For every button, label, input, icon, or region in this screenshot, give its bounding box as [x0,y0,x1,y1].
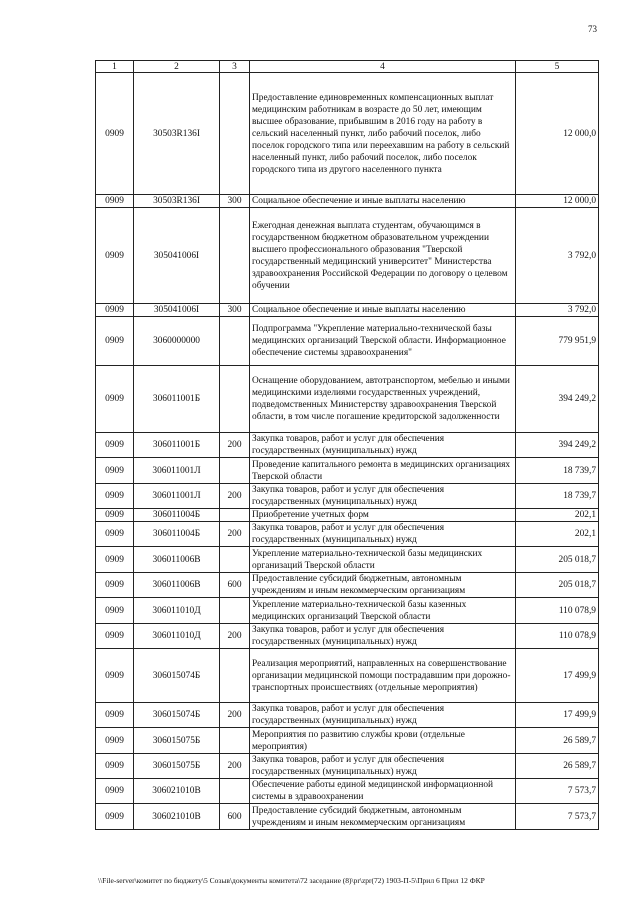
table-row [96,484,599,509]
table-row [96,804,599,830]
header-col-1: 1 [96,61,134,73]
target-code-cell: 306011006В [134,573,220,598]
section-cell: 0909 [96,649,134,703]
table-row [96,522,599,547]
target-code-cell: 306011001Л [134,484,220,509]
section-cell: 0909 [96,522,134,547]
table-row [96,624,599,649]
amount-cell: 205 018,7 [516,573,599,598]
amount-cell: 110 078,9 [516,624,599,649]
target-code-cell: 306011010Д [134,624,220,649]
section-cell: 0909 [96,703,134,728]
target-code-cell: 306011006В [134,547,220,573]
expense-type-cell: 200 [220,754,250,779]
name-cell: Оснащение оборудованием, автотранспортом, мебелью и иными медицинскими изделиями государственных учреждений, подведомственных Министерству здравоохранения Тверской области, в том числе погашение кредиторской задолженности [250,366,516,433]
target-code-cell: 306015075Б [134,754,220,779]
table-row [96,304,599,317]
table-row [96,703,599,728]
table-row [96,728,599,754]
expense-type-cell [220,208,250,304]
target-code-cell: 30503R136I [134,195,220,208]
expense-type-cell: 200 [220,433,250,458]
amount-cell: 17 499,9 [516,649,599,703]
budget-table [95,60,599,830]
name-cell: Закупка товаров, работ и услуг для обеспечения государственных (муниципальных) нужд [250,484,516,509]
table-header-row [96,61,599,73]
name-cell: Закупка товаров, работ и услуг для обеспечения государственных (муниципальных) нужд [250,433,516,458]
name-cell: Социальное обеспечение и иные выплаты населению [250,195,516,208]
amount-cell: 18 739,7 [516,484,599,509]
table-row [96,547,599,573]
amount-cell: 202,1 [516,509,599,522]
target-code-cell: 3060000000 [134,317,220,366]
expense-type-cell [220,509,250,522]
amount-cell: 110 078,9 [516,598,599,624]
name-cell: Подпрограмма "Укрепление материально-технической базы медицинских организаций Тверской области. Информационное обеспечение системы здравоохранения" [250,317,516,366]
amount-cell: 26 589,7 [516,754,599,779]
section-cell: 0909 [96,304,134,317]
amount-cell: 18 739,7 [516,458,599,484]
expense-type-cell: 600 [220,804,250,830]
amount-cell: 7 573,7 [516,804,599,830]
target-code-cell: 305041006I [134,208,220,304]
expense-type-cell [220,598,250,624]
target-code-cell: 306011001Б [134,433,220,458]
footer-path: \\File-server\комитет по бюджету\5 Созыв\документы комитета\72 заседание (8)\pr\zpr(72) 1903-П-5\Прил 6 Прил 12 ФКР [98,876,485,885]
expense-type-cell: 300 [220,195,250,208]
name-cell: Укрепление материально-технической базы медицинских организаций Тверской области [250,547,516,573]
section-cell: 0909 [96,366,134,433]
target-code-cell: 306011010Д [134,598,220,624]
target-code-cell: 306021010В [134,804,220,830]
name-cell: Обеспечение работы единой медицинской информационной системы в здравоохранении [250,779,516,804]
name-cell: Ежегодная денежная выплата студентам, обучающимся в государственном бюджетном образовательном учреждении высшего профессионального образования "Тверской государственный медицинский университет" Министерства здравоохранения Российской Федерации по договору о целевом обучении [250,208,516,304]
expense-type-cell [220,547,250,573]
target-code-cell: 306015074Б [134,649,220,703]
expense-type-cell: 200 [220,624,250,649]
target-code-cell: 30503R136I [134,73,220,195]
target-code-cell: 306011001Б [134,366,220,433]
table-row [96,649,599,703]
target-code-cell: 306021010В [134,779,220,804]
section-cell: 0909 [96,317,134,366]
target-code-cell: 306011001Л [134,458,220,484]
name-cell: Реализация мероприятий, направленных на совершенствование организации медицинской помощи пострадавшим при дорожно-транспортных происшествиях (отдельные мероприятия) [250,649,516,703]
name-cell: Закупка товаров, работ и услуг для обеспечения государственных (муниципальных) нужд [250,624,516,649]
expense-type-cell: 200 [220,522,250,547]
section-cell: 0909 [96,509,134,522]
section-cell: 0909 [96,208,134,304]
section-cell: 0909 [96,624,134,649]
table-row [96,779,599,804]
name-cell: Закупка товаров, работ и услуг для обеспечения государственных (муниципальных) нужд [250,754,516,779]
amount-cell: 7 573,7 [516,779,599,804]
expense-type-cell: 200 [220,703,250,728]
table-row [96,509,599,522]
section-cell: 0909 [96,754,134,779]
amount-cell: 205 018,7 [516,547,599,573]
expense-type-cell [220,366,250,433]
table-row [96,458,599,484]
amount-cell: 394 249,2 [516,366,599,433]
section-cell: 0909 [96,73,134,195]
expense-type-cell [220,458,250,484]
amount-cell: 17 499,9 [516,703,599,728]
section-cell: 0909 [96,547,134,573]
name-cell: Предоставление субсидий бюджетным, автономным учреждениям и иным некоммерческим организациям [250,804,516,830]
name-cell: Закупка товаров, работ и услуг для обеспечения государственных (муниципальных) нужд [250,522,516,547]
section-cell: 0909 [96,804,134,830]
expense-type-cell: 200 [220,484,250,509]
table-row [96,208,599,304]
expense-type-cell [220,73,250,195]
amount-cell: 394 249,2 [516,433,599,458]
table-row [96,73,599,195]
amount-cell: 202,1 [516,522,599,547]
amount-cell: 3 792,0 [516,208,599,304]
section-cell: 0909 [96,484,134,509]
target-code-cell: 306015074Б [134,703,220,728]
target-code-cell: 305041006I [134,304,220,317]
table-row [96,366,599,433]
page-number: 73 [588,24,597,34]
header-col-4: 4 [250,61,516,73]
target-code-cell: 306015075Б [134,728,220,754]
target-code-cell: 306011004Б [134,509,220,522]
name-cell: Предоставление единовременных компенсационных выплат медицинским работникам в возрасте до 50 лет, имеющим высшее образование, прибывшим в 2016 году на работу в сельский населенный пункт, либо рабочий поселок, либо поселок городского типа или переехавшим на работу в сельский населенный пункт, либо рабочий поселок, либо поселок городского типа из другого населенного пункта [250,73,516,195]
expense-type-cell [220,779,250,804]
section-cell: 0909 [96,458,134,484]
target-code-cell: 306011004Б [134,522,220,547]
table-row [96,573,599,598]
section-cell: 0909 [96,433,134,458]
name-cell: Мероприятия по развитию службы крови (отдельные мероприятия) [250,728,516,754]
name-cell: Укрепление материально-технической базы казенных медицинских организаций Тверской области [250,598,516,624]
name-cell: Приобретение учетных форм [250,509,516,522]
amount-cell: 12 000,0 [516,195,599,208]
table-row [96,317,599,366]
amount-cell: 12 000,0 [516,73,599,195]
name-cell: Проведение капитального ремонта в медицинских организациях Тверской области [250,458,516,484]
amount-cell: 779 951,9 [516,317,599,366]
header-col-2: 2 [134,61,220,73]
table-row [96,195,599,208]
header-col-3: 3 [220,61,250,73]
section-cell: 0909 [96,728,134,754]
expense-type-cell [220,728,250,754]
header-col-5: 5 [516,61,599,73]
name-cell: Закупка товаров, работ и услуг для обеспечения государственных (муниципальных) нужд [250,703,516,728]
amount-cell: 3 792,0 [516,304,599,317]
table-row [96,754,599,779]
amount-cell: 26 589,7 [516,728,599,754]
name-cell: Предоставление субсидий бюджетным, автономным учреждениям и иным некоммерческим организациям [250,573,516,598]
expense-type-cell: 600 [220,573,250,598]
table-row [96,433,599,458]
expense-type-cell [220,649,250,703]
section-cell: 0909 [96,598,134,624]
section-cell: 0909 [96,779,134,804]
section-cell: 0909 [96,573,134,598]
table-row [96,598,599,624]
name-cell: Социальное обеспечение и иные выплаты населению [250,304,516,317]
expense-type-cell [220,317,250,366]
section-cell: 0909 [96,195,134,208]
expense-type-cell: 300 [220,304,250,317]
